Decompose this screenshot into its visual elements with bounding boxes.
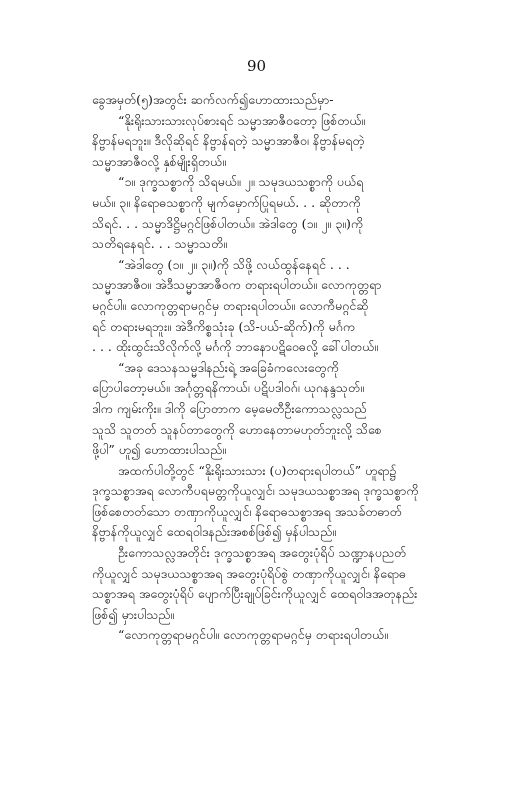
- text-line: “လောကုတ္တရာမဂ္ဂင်ပါ။ လောကုတ္တရာမဂ္ဂင်မှ တရားရပါတယ်။: [118, 627, 388, 643]
- body-text: [92, 90, 424, 646]
- text-line: “နိုးရိုးသားသားလုပ်စားရင် သမ္မာအာဇီဝတော့ ဖြစ်တယ်။: [118, 112, 366, 128]
- text-line: ဖို့ပါ” ဟူ၍ ဟောထားပါသည်။: [92, 442, 227, 458]
- paragraph: [92, 90, 424, 111]
- text-line: သူသိ သူတတ် သူနပ်တာတွေကို ဟောနေတာမဟုတ်ဘူးလို့ သိစေ: [92, 421, 382, 437]
- paragraph: [92, 543, 424, 625]
- text-line: သစ္စာအရ အတွေးပုံရိပ် ပျောက်ပြီးချုပ်ခြင်းကိုယူလျှင် ထေရဝါဒအတုနည်း: [92, 586, 418, 602]
- text-line: ဒါက ကျမ်းကိုး။ ဒါကို ပြောတာက မေ့မေတီဦးကောသလ္လသည်: [92, 400, 367, 416]
- text-line: ဦးကောသလ္လအတိုင်း ဒုက္ခသစ္စာအရ အတွေးပုံရိပ် သဏ္ဍာနပညတ်: [118, 545, 407, 561]
- text-line: ခွေအမှတ်(၅)အတွင်း ဆက်လက်၍ဟောထားသည်မှာ-: [92, 92, 334, 107]
- paragraph: [92, 255, 424, 358]
- text-line: “၁။ ဒုက္ခသစ္စာကို သိရမယ်။ ၂။ သမုဒယသစ္စာကို ပယ်ရ: [118, 174, 364, 190]
- text-line: မဂ္ဂင်ပါ။ လောကုတ္တရာမဂ္ဂင်မှ တရားရပါတယ်။ လောကီမဂ္ဂင်ဆို: [92, 297, 369, 313]
- paragraph: [92, 111, 424, 173]
- paragraph: [92, 625, 424, 646]
- paragraph: [92, 358, 424, 461]
- text-line: “အဲဒါတွေ (၁။ ၂။ ၃။)ကို သိဖို့ လယ်ထွန်နေရင် . . .: [118, 256, 350, 272]
- text-line: ဒုက္ခသစ္စာအရ လောကီပရမတ္တကိုယူလျှင်၊ သမုဒယသစ္စာအရ ဒုက္ခသစ္စာကို: [92, 483, 419, 499]
- paragraph: [92, 461, 424, 543]
- text-line: မယ်။ ၃။ နိရောဓသစ္စာကို မျက်မှောက်ပြုရမယ်. . . ဆိုတာကို: [92, 194, 361, 210]
- text-line: ရင် တရားမရဘူး။ အဲဒီကိစ္စသုံးခု (သိ-ပယ်-ဆိုက်)ကို မင်္ဂက: [92, 318, 356, 334]
- text-line: သမ္မာအာဇီဝလို့ နှစ်မျိုးရှိတယ်။: [92, 153, 226, 169]
- text-line: . . . ထိုးထွင်းသိလိုက်လို့ မင်္ဂကို ဘာနောပဋိဝေဓလို့ ခေါ်ပါတယ်။: [92, 339, 379, 355]
- text-line: “အခု ဒေသနသမ္မဒါနည်းရဲ့ အခြေခံကလေးတွေကို: [118, 359, 339, 375]
- text-line: အထက်ပါတို့တွင် “နိုးရိုးသားသား (ပ)တရားရပါတယ်” ဟူရာ၌: [118, 462, 397, 478]
- text-line: ဖြစ်၍ မှားပါသည်။: [92, 606, 175, 622]
- text-line: ပြောပါတော့မယ်။ အင်္ဂုတ္တရနိကာယ်၊ ပဋိပဒါဝဂ်၊ ယုဂနန္ဒသုတ်။: [92, 380, 364, 396]
- text-line: နိဗ္ဗာန်မရဘူး။ ဒီလိုဆိုရင် နိဗ္ဗာန်ရတဲ့ သမ္မာအာဇီဝ၊ နိဗ္ဗာန်မရတဲ့: [92, 133, 365, 149]
- text-line: နိဗ္ဗာန်ကိုယူလျှင် ထေရဝါဒနည်းအစစ်ဖြစ်၍ မှန်ပါသည်။: [92, 524, 337, 540]
- text-line: သမ္မာအာဇီဝ။ အဲဒီသမ္မာအာဇီဝက တရားရပါတယ်။ လောကုတ္တရာ: [92, 277, 382, 293]
- text-line: သတိရနေရင်. . . သမ္မာသတိ။: [92, 236, 228, 252]
- text-line: သိရင်. . . သမ္မာဒိဋ္ဌိမဂ္ဂင်ဖြစ်ပါတယ်။ အဲဒါတွေ (၁။ ၂။ ၃။)ကို: [92, 215, 364, 231]
- paragraph: [92, 172, 424, 254]
- text-line: ဖြစ်စေတတ်သော တဏှာကိုယူလျှင်၊ နိရောဓသစ္စာအရ အသခ်တဓာတ်: [92, 503, 402, 519]
- text-line: ကိုယူလျှင် သမုဒယသစ္စာအရ အတွေးပုံရိပ်စွဲ တဏှာကိုယူလျှင်၊ နိရောဓ: [92, 565, 407, 581]
- page-number: 90: [246, 57, 267, 75]
